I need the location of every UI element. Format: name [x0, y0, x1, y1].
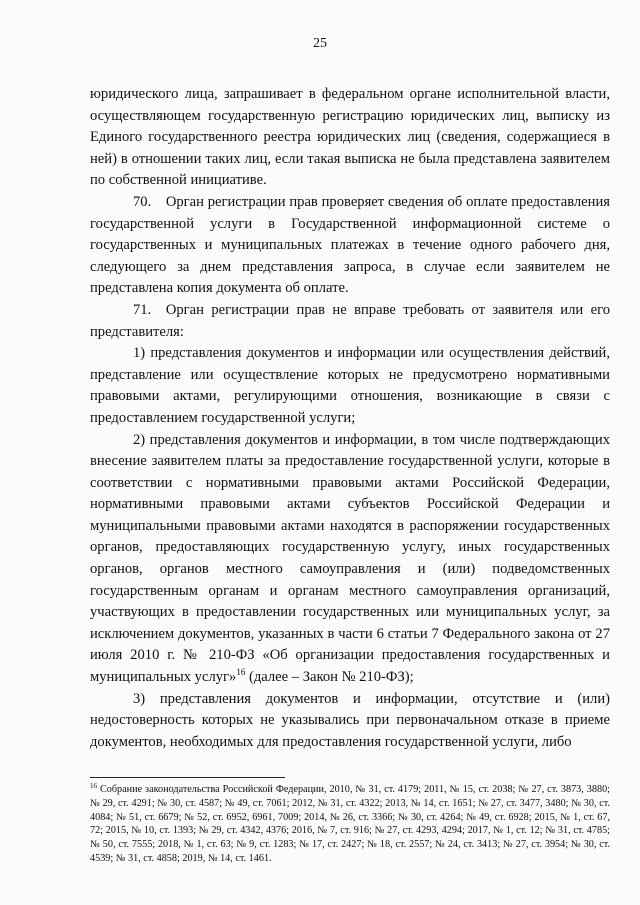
paragraph-71: 71. Орган регистрации прав не вправе требовать от заявителя или его представителя:: [90, 301, 610, 340]
page-number: 25: [313, 36, 327, 51]
footnote-text: Собрание законодательства Российской Федерации, 2010, № 31, ст. 4179; 2011, № 15, ст. 2038; № 27, ст. 3873, 3880; № 29, ст. 4291; № 30, ст. 4587; № 49, ст. 7061; 2012, № 31, ст. 4322; 2013, № 14, ст. 1651; № 27, ст. 3477, 3480; № 30, ст. 4084; № 51, ст. 6679; № 52, ст. 6952, 6961, 7009; 2014, № 26, ст. 3366; № 30, ст. 4264; № 49, ст. 6928; 2015, № 1, ст. 67, 72; 2015, № 10, ст. 1393; № 29, ст. 4342, 4376; 2016, № 7, ст. 916; № 27, ст. 4293, 4294; 2017, № 1, ст. 12; № 31, ст. 4785; № 50, ст. 7555; 2018, № 1, ст. 63; № 9, ст. 1283; № 17, ст. 2427; № 18, ст. 2557; № 24, ст. 3413; № 27, ст. 3954; № 30, ст. 4539; № 31, ст. 4858; 2019, № 14, ст. 1461.: [90, 784, 610, 864]
list-item-1: 1) представления документов и информации или осуществления действий, представление или осуществление которых не предусмотрено нормативными правовыми актами, регулирующими отношения, возникающие в связи с предоставлением государственной услуги;: [90, 345, 610, 426]
footnote: [90, 783, 610, 866]
paragraph-70: 70. Орган регистрации прав проверяет сведения об оплате предоставления государственной услуги в Государственной информационной системе о государственных и муниципальных платежах в течение одного рабочего дня, следующего за днем представления запроса, в случае если заявителем не представлена копия документа об оплате.: [90, 193, 610, 297]
paragraph-continuation: юридического лица, запрашивает в федеральном органе исполнительной власти, осуществляющем государственную регистрацию юридических лиц, выписку из Единого государственного реестра юридических лиц (сведения, содержащиеся в ней) в отношении таких лиц, если такая выписка не была представлена заявителем по собственной инициативе.: [90, 86, 610, 189]
list-item-2-text: 2) представления документов и информации, в том числе подтверждающих внесение заявителем платы за предоставление государственной услуги, которые в соответствии с нормативными правовыми актами Российской Федерации, нормативными правовыми актами субъектов Российской Федерации и муниципальными правовыми актами находятся в распоряжении государственных органов, предоставляющих государственную услугу, иных государственных органов, органов местного самоуправления и (или) подведомственных государственным органам и органам местного самоуправления организаций, участвующих в предоставлении государственных или муниципальных услуг, за исключением документов, указанных в части 6 статьи 7 Федерального закона от 27 июля 2010 г. № 210-ФЗ «Об организации предоставления государственных и муниципальных услуг»: [90, 431, 610, 686]
body-text: [90, 84, 610, 753]
list-item-2-tail: (далее – Закон № 210-ФЗ);: [245, 669, 414, 686]
list-item-2: [90, 430, 610, 689]
footnote-reference[interactable]: 16: [236, 667, 246, 678]
footnote-divider: [90, 777, 285, 778]
list-item-3: 3) представления документов и информации, отсутствие и (или) недостоверность которых не указывались при первоначальном отказе в приеме документов, необходимых для предоставления государственной услуги, либо: [90, 690, 610, 750]
footnote-number: 16: [90, 782, 97, 790]
